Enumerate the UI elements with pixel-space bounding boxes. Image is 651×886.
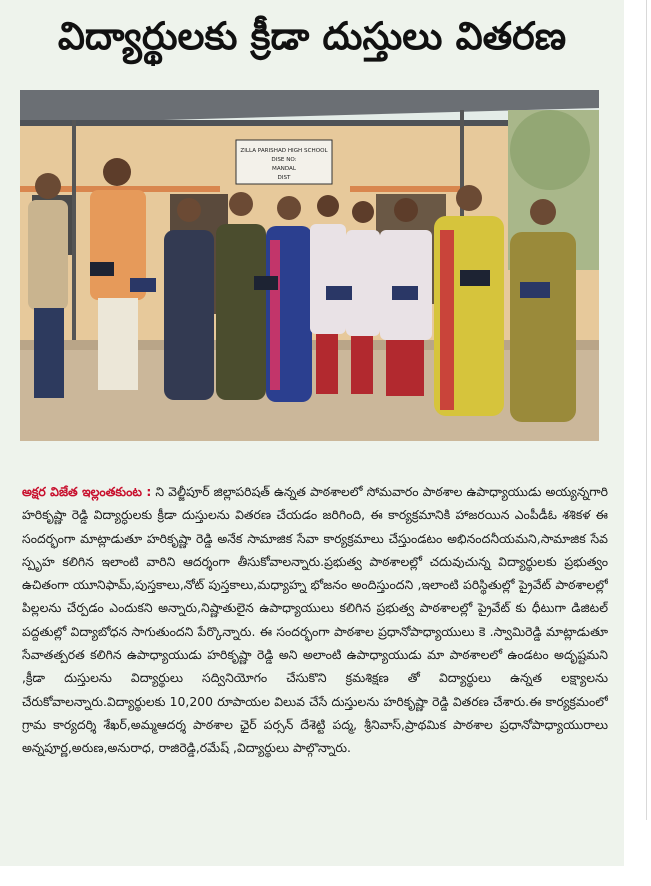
signboard-line-4: DIST [277, 175, 291, 181]
byline: అక్షర విజేత ఇల్లంతకుంట : [22, 484, 152, 499]
news-photo [20, 90, 599, 441]
signboard-line-1: ZILLA PARISHAD HIGH SCHOOL [240, 148, 328, 154]
headline: విద్యార్థులకు క్రీడా దుస్తులు వితరణ [57, 14, 567, 58]
signboard-line-3: MANDAL [272, 166, 296, 172]
page-edge-divider [646, 0, 647, 820]
article-text [22, 480, 608, 850]
photo-illustration [20, 90, 599, 441]
signboard-line-2: DISE NO: [271, 157, 297, 163]
article-body: ని వెల్జీపూర్ జిల్లాపరిషత్ ఉన్నత పాఠశాలలో సోమవారం పాఠశాల ఉపాధ్యాయుడు అయ్యన్నగారి హరికృష్ణా రెడ్డి విద్యార్ధులకు క్రీడా దుస్తులను వితరణ చేయడం జరిగింది, ఈ కార్యక్రమానికి హాజరయిన ఎంపీడీఓ శశికళ ఈ సందర్భంగా మాట్లాడుతూ హరికృష్ణా రెడ్డి అనేక సామాజిక సేవా కార్యక్రమాలు చేస్తుండటం అభినందనీయమని,సామాజిక సేవ స్పృహ కలిగిన ఇలాంటి వారిని ఆదర్శంగా తీసుకోవాలన్నారు.ప్రభుత్వ పాఠశాలల్లో చదువుచున్న విద్యార్థులకు ప్రభుత్వం ఉచితంగా యూనిఫామ్,పుస్తకాలు,నోట్ పుస్తకాలు,మధ్యాహ్న భోజనం అందిస్తుందని ,ఇలాంటి పరిస్థితుల్లో ప్రైవేట్ పాఠశాలల్లో పిల్లలను చేర్పడం ఎందుకని అన్నారు,నిష్ణాతులైన ఉపాధ్యాయులు కలిగిన ప్రభుత్వ పాఠశాలల్లో ప్రైవేట్ కు ధీటుగా డిజిటల్ పద్దతుల్లో విద్యాబోధన సాగుతుందని పేర్కొన్నారు. ఈ సందర్భంగా పాఠశాల ప్రధానోపాధ్యాయులు కె .స్వామిరెడ్డి మాట్లాడుతూ సేవాతత్పరత కలిగిన ఉపాధ్యాయుడు హరికృష్ణా రెడ్డి అని అలాంటి ఉపాధ్యాయుడు మా పాఠశాలలో ఉండటం అదృష్టమని ,క్రీడా దుస్తులను విద్యార్థులు సద్వినియోగం చేసుకొని క్రమశిక్షణ తో విద్యార్థులు ఉన్నత లక్ష్యాలను చేరుకోవాలన్నారు.విద్యార్థులకు 10,200 రూపాయల విలువ చేసే దుస్తులను హరికృష్ణా రెడ్డి వితరణ చేశారు.ఈ కార్యక్రమంలో గ్రామ కార్యదర్శి శేఖర్,అమ్మఆదర్శ పాఠశాల ఛైర్ పర్సన్ దేశెట్టి పద్మ, శ్రీనివాస్,ప్రాథమిక పాఠశాల ప్రధానోపాధ్యాయురాలు అన్నపూర్ణ,అరుణ,అనురాధ, రాజిరెడ్డి,రమేష్ ,విద్యార్థులు పాల్గొన్నారు. [22, 484, 608, 756]
